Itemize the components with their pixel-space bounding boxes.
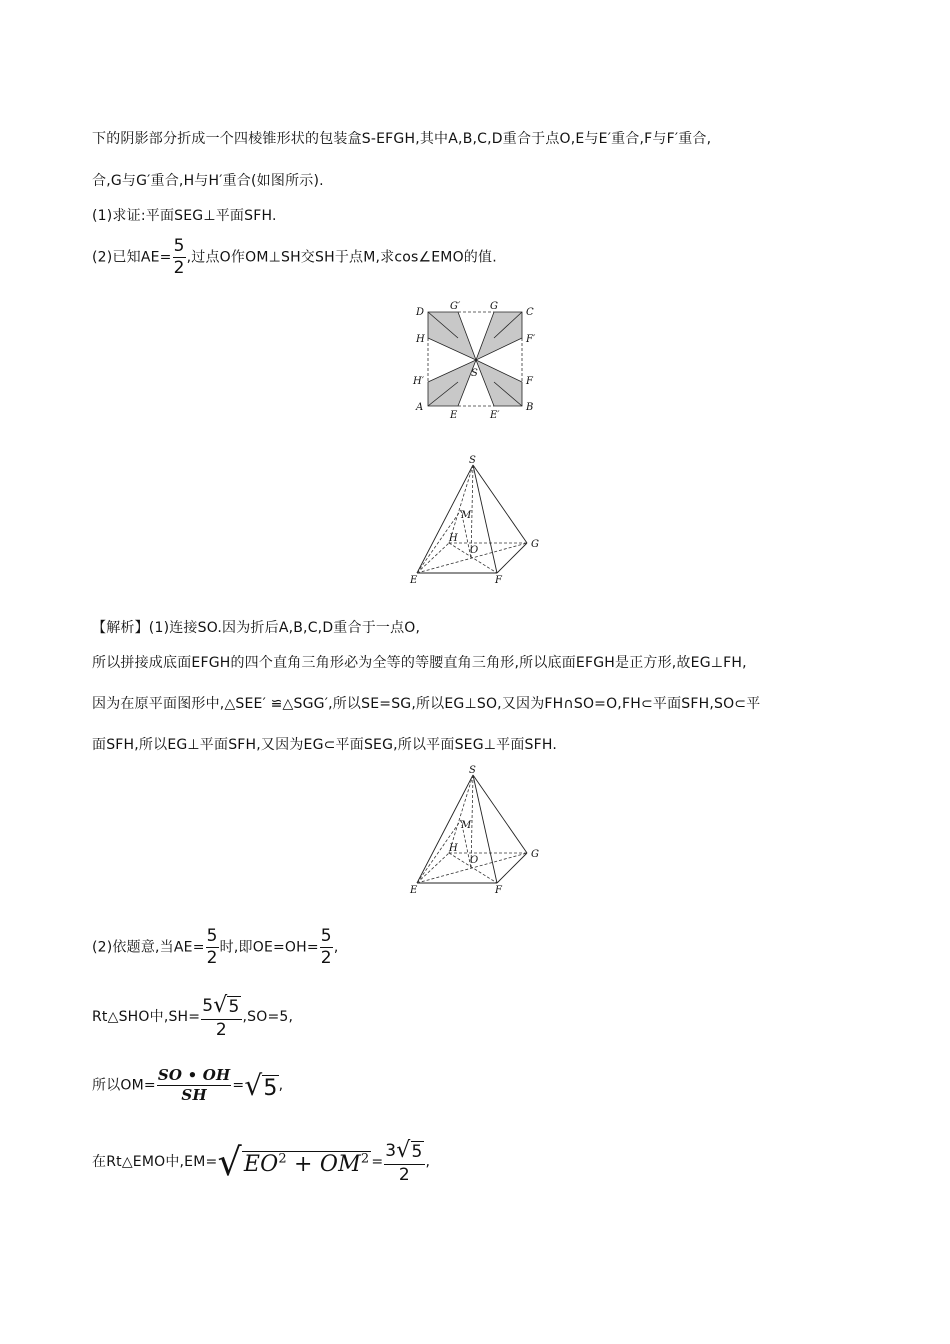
solution-em-line: 在Rt△EMO中$,EM=√EO^2 + OM^2$ = $\frac{3√5}{2}$ , bbox=[92, 1138, 431, 1185]
solution-line-2: 所以拼接成底面EFGH的四个直角三角形必为全等的等腰直角三角形,所以底面EFGH是正方形,故EG⊥FH, bbox=[92, 655, 747, 671]
label-A: A bbox=[416, 402, 424, 413]
pyr2-label-O: O bbox=[470, 855, 479, 866]
solution-sh-line: Rt△SHO中,SH= $\frac{5√5}{2}$ ,SO=5, bbox=[92, 993, 294, 1040]
question-1: (1)求证:平面SEG⊥平面SFH. bbox=[92, 208, 277, 224]
pyr1-label-H: H bbox=[449, 533, 458, 544]
pyr1-label-F: F bbox=[495, 575, 502, 586]
shaded-triangles bbox=[428, 312, 522, 406]
label-D: D bbox=[416, 307, 425, 318]
label-B: B bbox=[526, 402, 534, 413]
fraction-em: $\frac{3√5}{2}$ bbox=[385, 1138, 423, 1185]
shaded-top-right bbox=[476, 312, 522, 360]
solution-om-line: 所以OM= $\frac{SO • OH}{SH}$ =√5, bbox=[92, 1066, 284, 1104]
pyr1-label-M: M bbox=[461, 510, 472, 521]
shaded-bottom-left bbox=[428, 360, 476, 406]
label-H: H bbox=[416, 334, 425, 345]
label-F-prime: F′ bbox=[526, 334, 536, 345]
fraction-ae: $\frac{5}{2}$ bbox=[206, 926, 218, 968]
pyr1-label-O: O bbox=[470, 545, 479, 556]
fraction-5-over-2: $\frac{5}{2}$ bbox=[173, 236, 185, 278]
pyr1-label-S: S bbox=[469, 455, 476, 466]
problem-line-2: 合,G与G′重合,H与H′重合(如图所示). bbox=[92, 173, 324, 189]
pyr2-label-S: S bbox=[469, 765, 476, 776]
pyr2-label-E: E bbox=[410, 885, 418, 896]
pyr2-label-H: H bbox=[449, 843, 458, 854]
sqrt-em-result: √5 bbox=[396, 1138, 423, 1163]
pyr1-label-E: E bbox=[410, 575, 418, 586]
fraction-om: $\frac{SO • OH}{SH}$ bbox=[157, 1066, 231, 1104]
pyramid-figure-1 bbox=[405, 455, 555, 590]
sqrt-em: $√EO^2 + OM^2$ bbox=[217, 1140, 370, 1184]
shaded-bottom-right bbox=[476, 360, 522, 406]
label-E: E bbox=[450, 410, 458, 421]
label-S: S bbox=[471, 368, 478, 379]
label-G: G bbox=[490, 301, 498, 312]
fraction-sh: $\frac{5√5}{2}$ bbox=[202, 993, 240, 1040]
sqrt-sh: √5 bbox=[213, 993, 240, 1018]
pyr2-label-M: M bbox=[461, 820, 472, 831]
pyr1-label-G: G bbox=[531, 539, 539, 550]
solution-line-1: 【解析】(1)连接SO.因为折后A,B,C,D重合于一点O, bbox=[92, 620, 421, 636]
shaded-top-left bbox=[428, 312, 476, 360]
solution-line-3: 因为在原平面图形中,△SEE′ ≌△SGG′,所以SE=SG,所以EG⊥SO,又因为FH∩SO=O,FH⊂平面SFH,SO⊂平 bbox=[92, 696, 761, 712]
pyramid-figure-2 bbox=[405, 765, 555, 900]
fraction-oe: $\frac{5}{2}$ bbox=[320, 926, 332, 968]
sqrt-om: √5 bbox=[244, 1069, 278, 1102]
problem-line-1: 下的阴影部分折成一个四棱锥形状的包装盒S-EFGH,其中A,B,C,D重合于点O,E与E′重合,F与F′重合, bbox=[92, 131, 712, 147]
label-G-prime: G′ bbox=[450, 301, 461, 312]
pyr2-label-F: F bbox=[495, 885, 502, 896]
label-C: C bbox=[526, 307, 534, 318]
unfolded-square-figure bbox=[410, 298, 545, 423]
label-F: F bbox=[526, 376, 533, 387]
solution-part2-line: (2)依题意,当AE= $\frac{5}{2}$ 时,即OE=OH= $\frac{5}{2}$ , bbox=[92, 926, 339, 968]
label-E-prime: E′ bbox=[490, 410, 500, 421]
label-H-prime: H′ bbox=[413, 376, 424, 387]
pyr2-label-G: G bbox=[531, 849, 539, 860]
solution-line-4: 面SFH,所以EG⊥平面SFH,又因为EG⊂平面SEG,所以平面SEG⊥平面SFH. bbox=[92, 737, 558, 753]
question-2: (2)已知AE= $\frac{5}{2}$ ,过点O作OM⊥SH交SH于点M,求cos∠EMO的值. bbox=[92, 236, 497, 278]
